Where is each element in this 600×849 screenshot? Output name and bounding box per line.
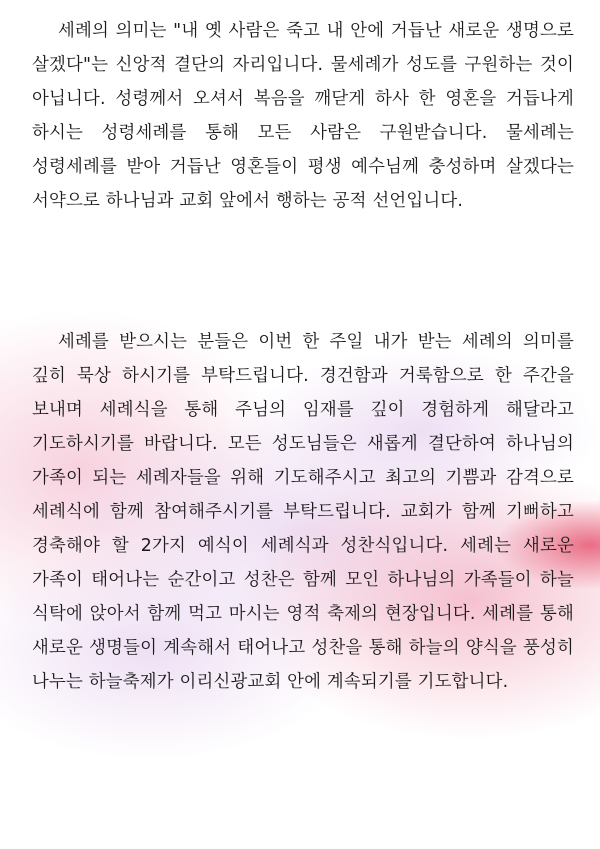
paragraph-baptism-meaning: 세례의 의미는 "내 옛 사람은 죽고 내 안에 거듭난 새로운 생명으로 살겠다"는 신앙적 결단의 자리입니다. 물세례가 성도를 구원하는 것이 아닙니다. 성령께서 오셔서 복음을 깨닫게 하사 한 영혼을 거듭나게 하시는 성령세례를 통해 모든 사람은 구원받습니다. 물세례는 성령세례를 받아 거듭난 영혼들이 평생 예수님께 충성하며 살겠다는 서약으로 하나님과 교회 앞에서 행하는 공적 선언입니다.: [32, 21, 574, 211]
paragraph-baptism-request: 세례를 받으시는 분들은 이번 한 주일 내가 받는 세례의 의미를 깊히 묵상 하시기를 부탁드립니다. 경건함과 거룩함으로 한 주간을 보내며 세례식을 통해 주님의 임재를 깊이 경험하게 해달라고 기도하시기를 바랍니다. 모든 성도님들은 새롭게 결단하여 하나님의 가족이 되는 세례자들을 위해 기도해주시고 최고의 기쁨과 감격으로 세례식에 함께 참여해주시기를 부탁드립니다. 교회가 함께 기뻐하고 경축해야 할 2가지 예식이 세례식과 성찬식입니다. 세례는 새로운 가족이 태어나는 순간이고 성찬은 함께 모인 하나님의 가족들이 하늘 식탁에 앉아서 함께 먹고 마시는 영적 축제의 현장입니다. 세례를 통해 새로운 생명들이 계속해서 태어나고 성찬을 통해 하늘의 양식을 풍성히 나누는 하늘축제가 이리신광교회 안에 계속되기를 기도합니다.: [32, 332, 574, 692]
